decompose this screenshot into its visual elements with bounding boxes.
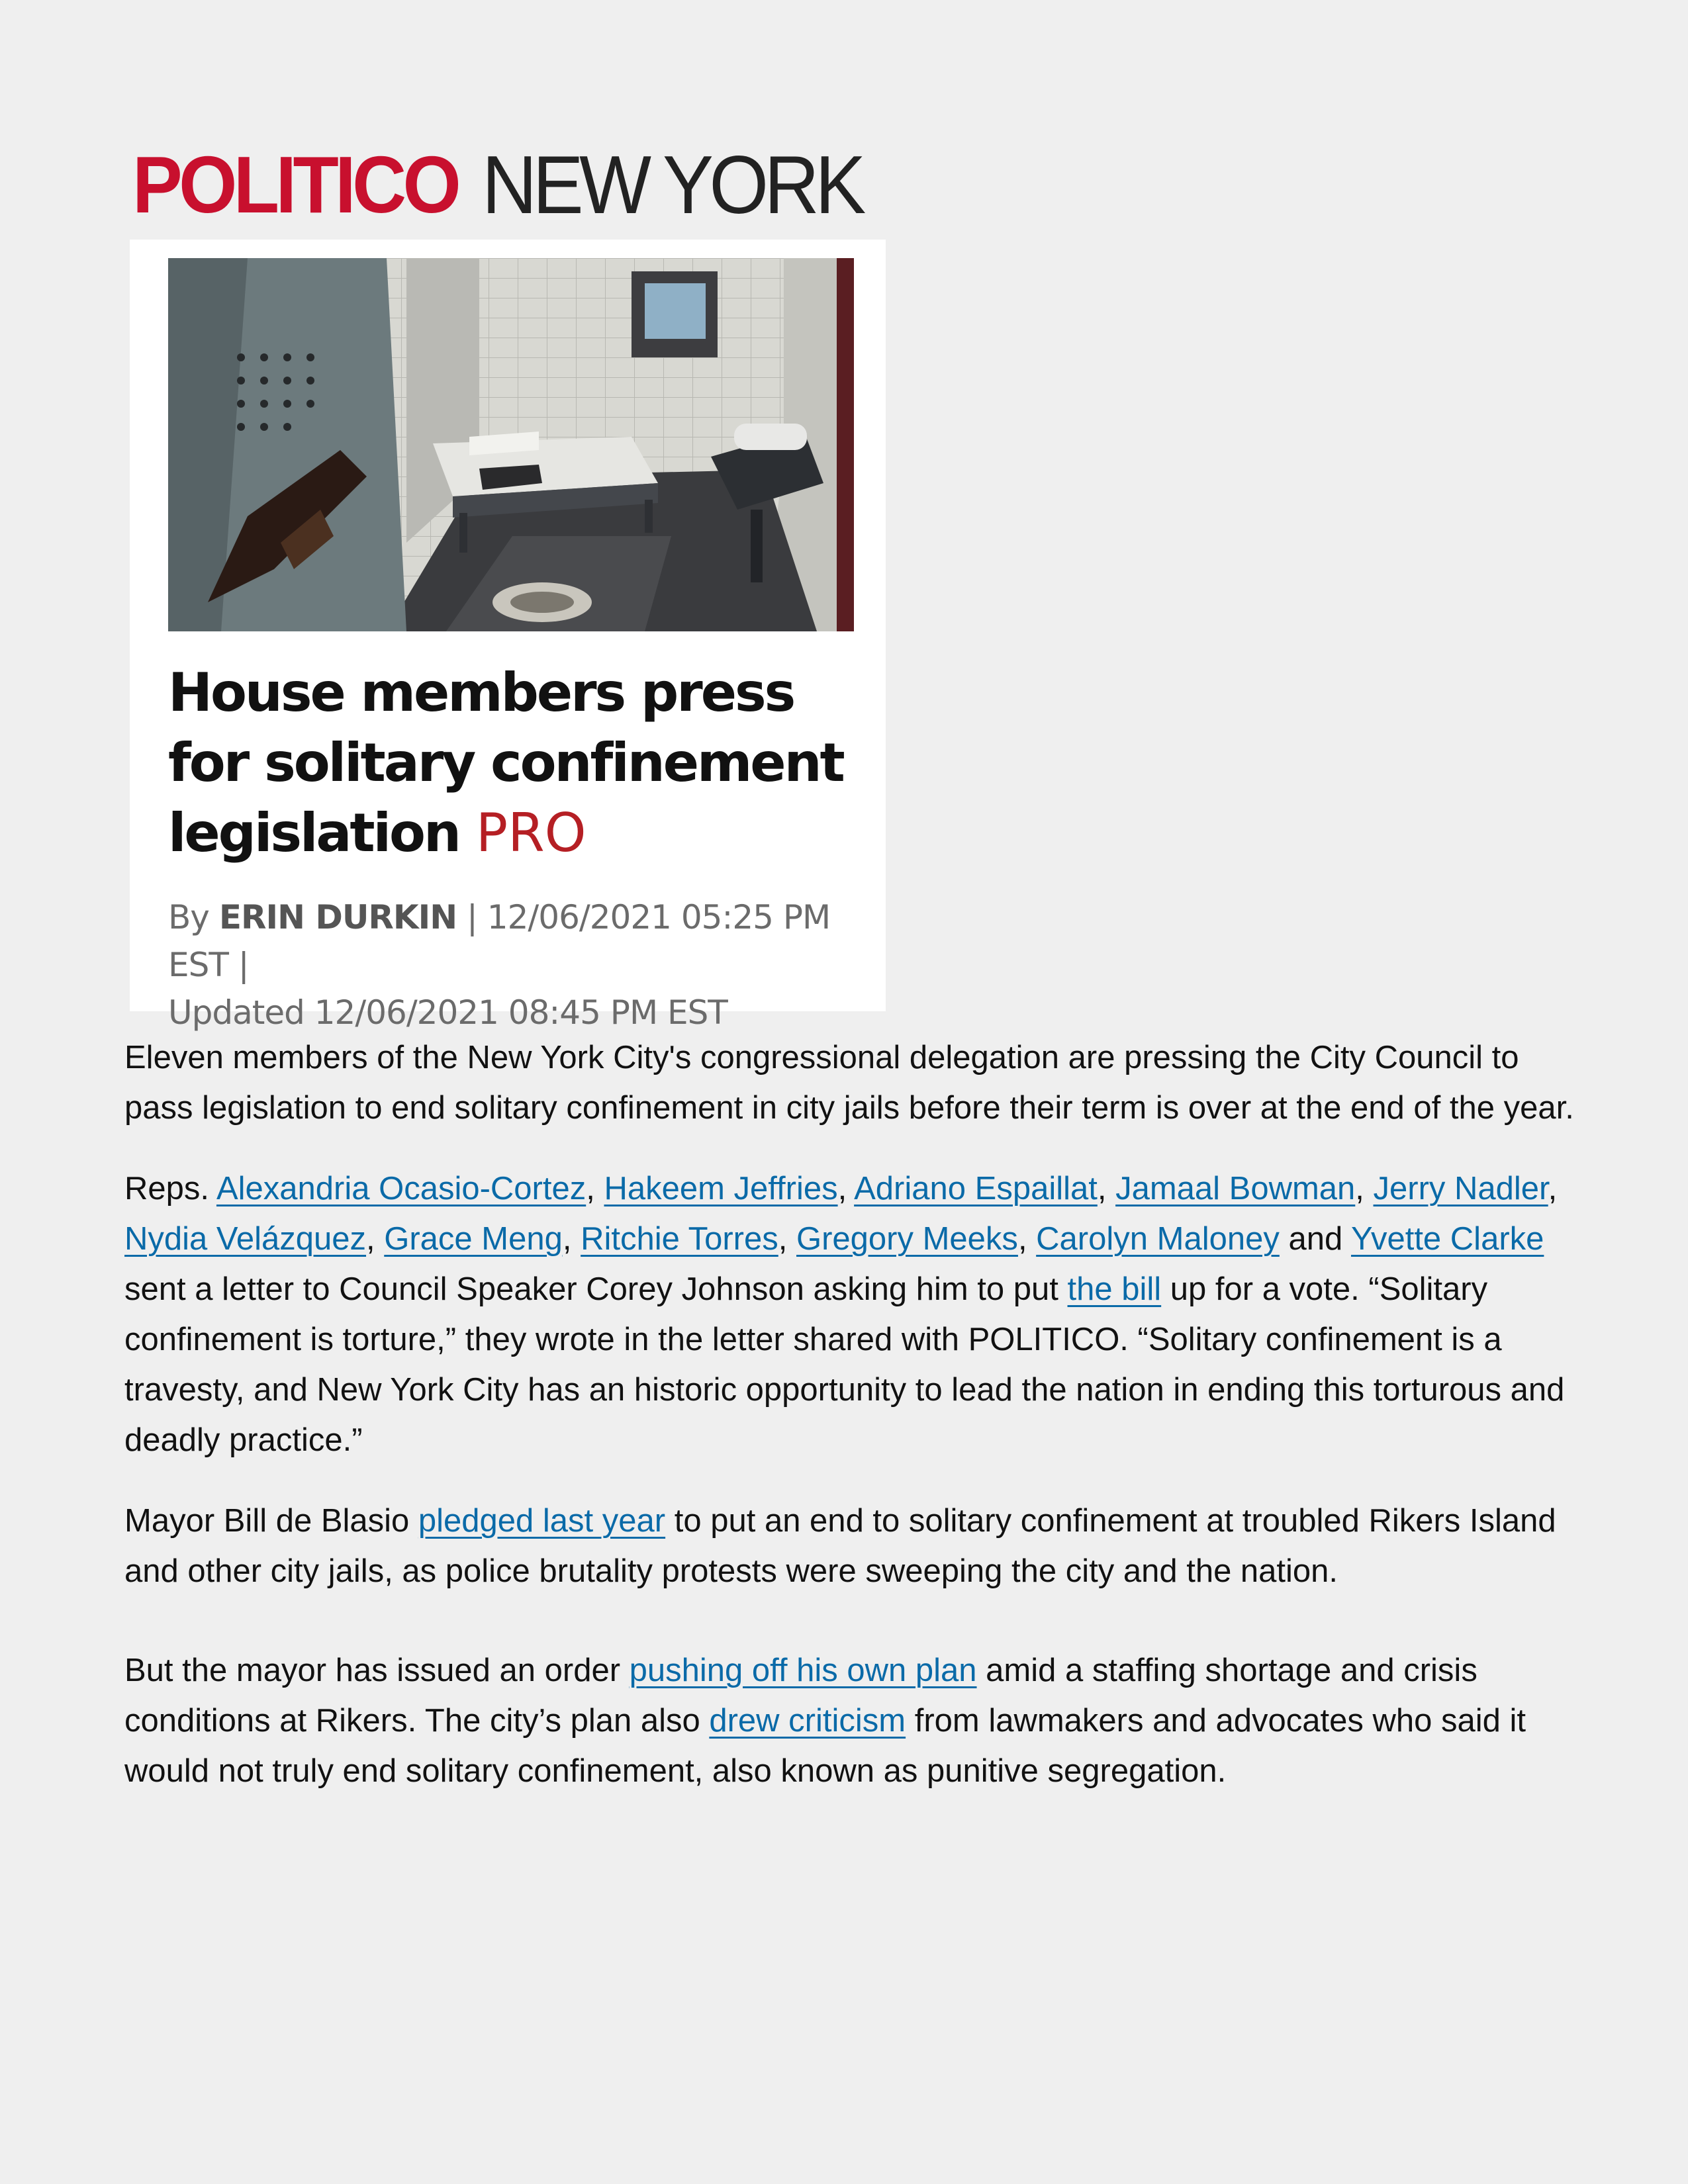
rep-link[interactable]: Adriano Espaillat (854, 1171, 1098, 1206)
pro-badge: PRO (475, 802, 586, 864)
politico-new-york-logo[interactable] (132, 140, 907, 231)
paragraph-4-c: from lawmakers and advocates who said it would not truly end solitary confinement, also known as punitive segregation. (124, 1703, 1526, 1789)
rep-link[interactable]: Alexandria Ocasio-Cortez (216, 1171, 586, 1206)
article-card (130, 240, 886, 1032)
reps-and: and (1288, 1221, 1343, 1257)
paragraph-4-b: amid a staffing shortage and crisis conditions at Rikers. The city’s plan also (124, 1653, 1477, 1739)
jail-cell-photo (168, 258, 854, 631)
paragraph-2-tail: up for a vote. “Solitary confinement is torture,” they wrote in the letter shared with POLITICO. “Solitary confinement is a travesty, and New York City has an historic opportunity to lead the nation in ending this torturous and deadly practice.” (124, 1271, 1565, 1458)
rep-link[interactable]: Gregory Meeks (796, 1221, 1018, 1257)
logo-politico-text: POLITICO (132, 140, 458, 230)
pledged-link[interactable]: pledged last year (418, 1503, 666, 1539)
byline-updated: 12/06/2021 08:45 PM EST (314, 993, 727, 1032)
reps-intro: Reps. (124, 1171, 210, 1206)
article-body (124, 1032, 1594, 1827)
byline-published: 12/06/2021 05:25 PM EST (168, 898, 831, 984)
byline-author: ERIN DURKIN (218, 898, 457, 936)
paragraph-3-b: to put an end to solitary confinement at troubled Rikers Island and other city jails, as police brutality protests were sweeping the city and the nation. (124, 1503, 1556, 1589)
paragraph-2-mid: sent a letter to Council Speaker Corey Johnson asking him to put (124, 1271, 1058, 1307)
article-headline[interactable] (168, 658, 857, 868)
rep-link[interactable]: Grace Meng (384, 1221, 563, 1257)
byline-separator: | (238, 946, 249, 984)
rep-link[interactable]: Jamaal Bowman (1115, 1171, 1356, 1206)
rep-link[interactable]: Nydia Velázquez (124, 1221, 367, 1257)
headline-text: House members press for solitary confinement legislation (168, 662, 843, 864)
paragraph-2: Reps. Alexandria Ocasio-Cortez, Hakeem Jeffries, Adriano Espaillat, Jamaal Bowman, Jerry Nadler, Nydia Velázquez, Grace Meng, Ritchie Torres, Gregory Meeks, Carolyn Maloney and Yvette Clarke sent a letter to Council Speaker Corey Johnson asking him to put the bill up for a vote. “Solitary confinement is torture,” they wrote in the letter shared with POLITICO. “Solitary confinement is a travesty, and New York City has an historic opportunity to lead the nation in ending this torturous and deadly practice.” (124, 1171, 1565, 1458)
byline-separator: | (467, 898, 477, 936)
bill-link[interactable]: the bill (1067, 1271, 1162, 1307)
logo-new-york-text: NEW YORK (482, 140, 862, 231)
rep-link[interactable]: Hakeem Jeffries (604, 1171, 838, 1206)
rep-link[interactable]: Jerry Nadler (1373, 1171, 1548, 1206)
rep-link[interactable]: Carolyn Maloney (1036, 1221, 1280, 1257)
own-plan-link[interactable]: pushing off his own plan (629, 1653, 977, 1688)
rep-link[interactable]: Yvette Clarke (1350, 1221, 1544, 1257)
jail-cell-illustration (168, 258, 854, 631)
paragraph-3-a: Mayor Bill de Blasio (124, 1503, 410, 1539)
paragraph-1: Eleven members of the New York City's congressional delegation are pressing the City Council to pass legislation to end solitary confinement in city jails before their term is over at the end of the year. (124, 1040, 1574, 1126)
byline-updated-label: Updated (168, 993, 305, 1032)
byline-by: By (168, 898, 209, 936)
paragraph-4 (124, 1645, 1594, 1796)
paragraph-3 (124, 1496, 1594, 1596)
criticism-link[interactable]: drew criticism (709, 1703, 906, 1739)
rep-link[interactable]: Ritchie Torres (581, 1221, 778, 1257)
byline (168, 893, 870, 1036)
paragraph-4-a: But the mayor has issued an order (124, 1653, 621, 1688)
